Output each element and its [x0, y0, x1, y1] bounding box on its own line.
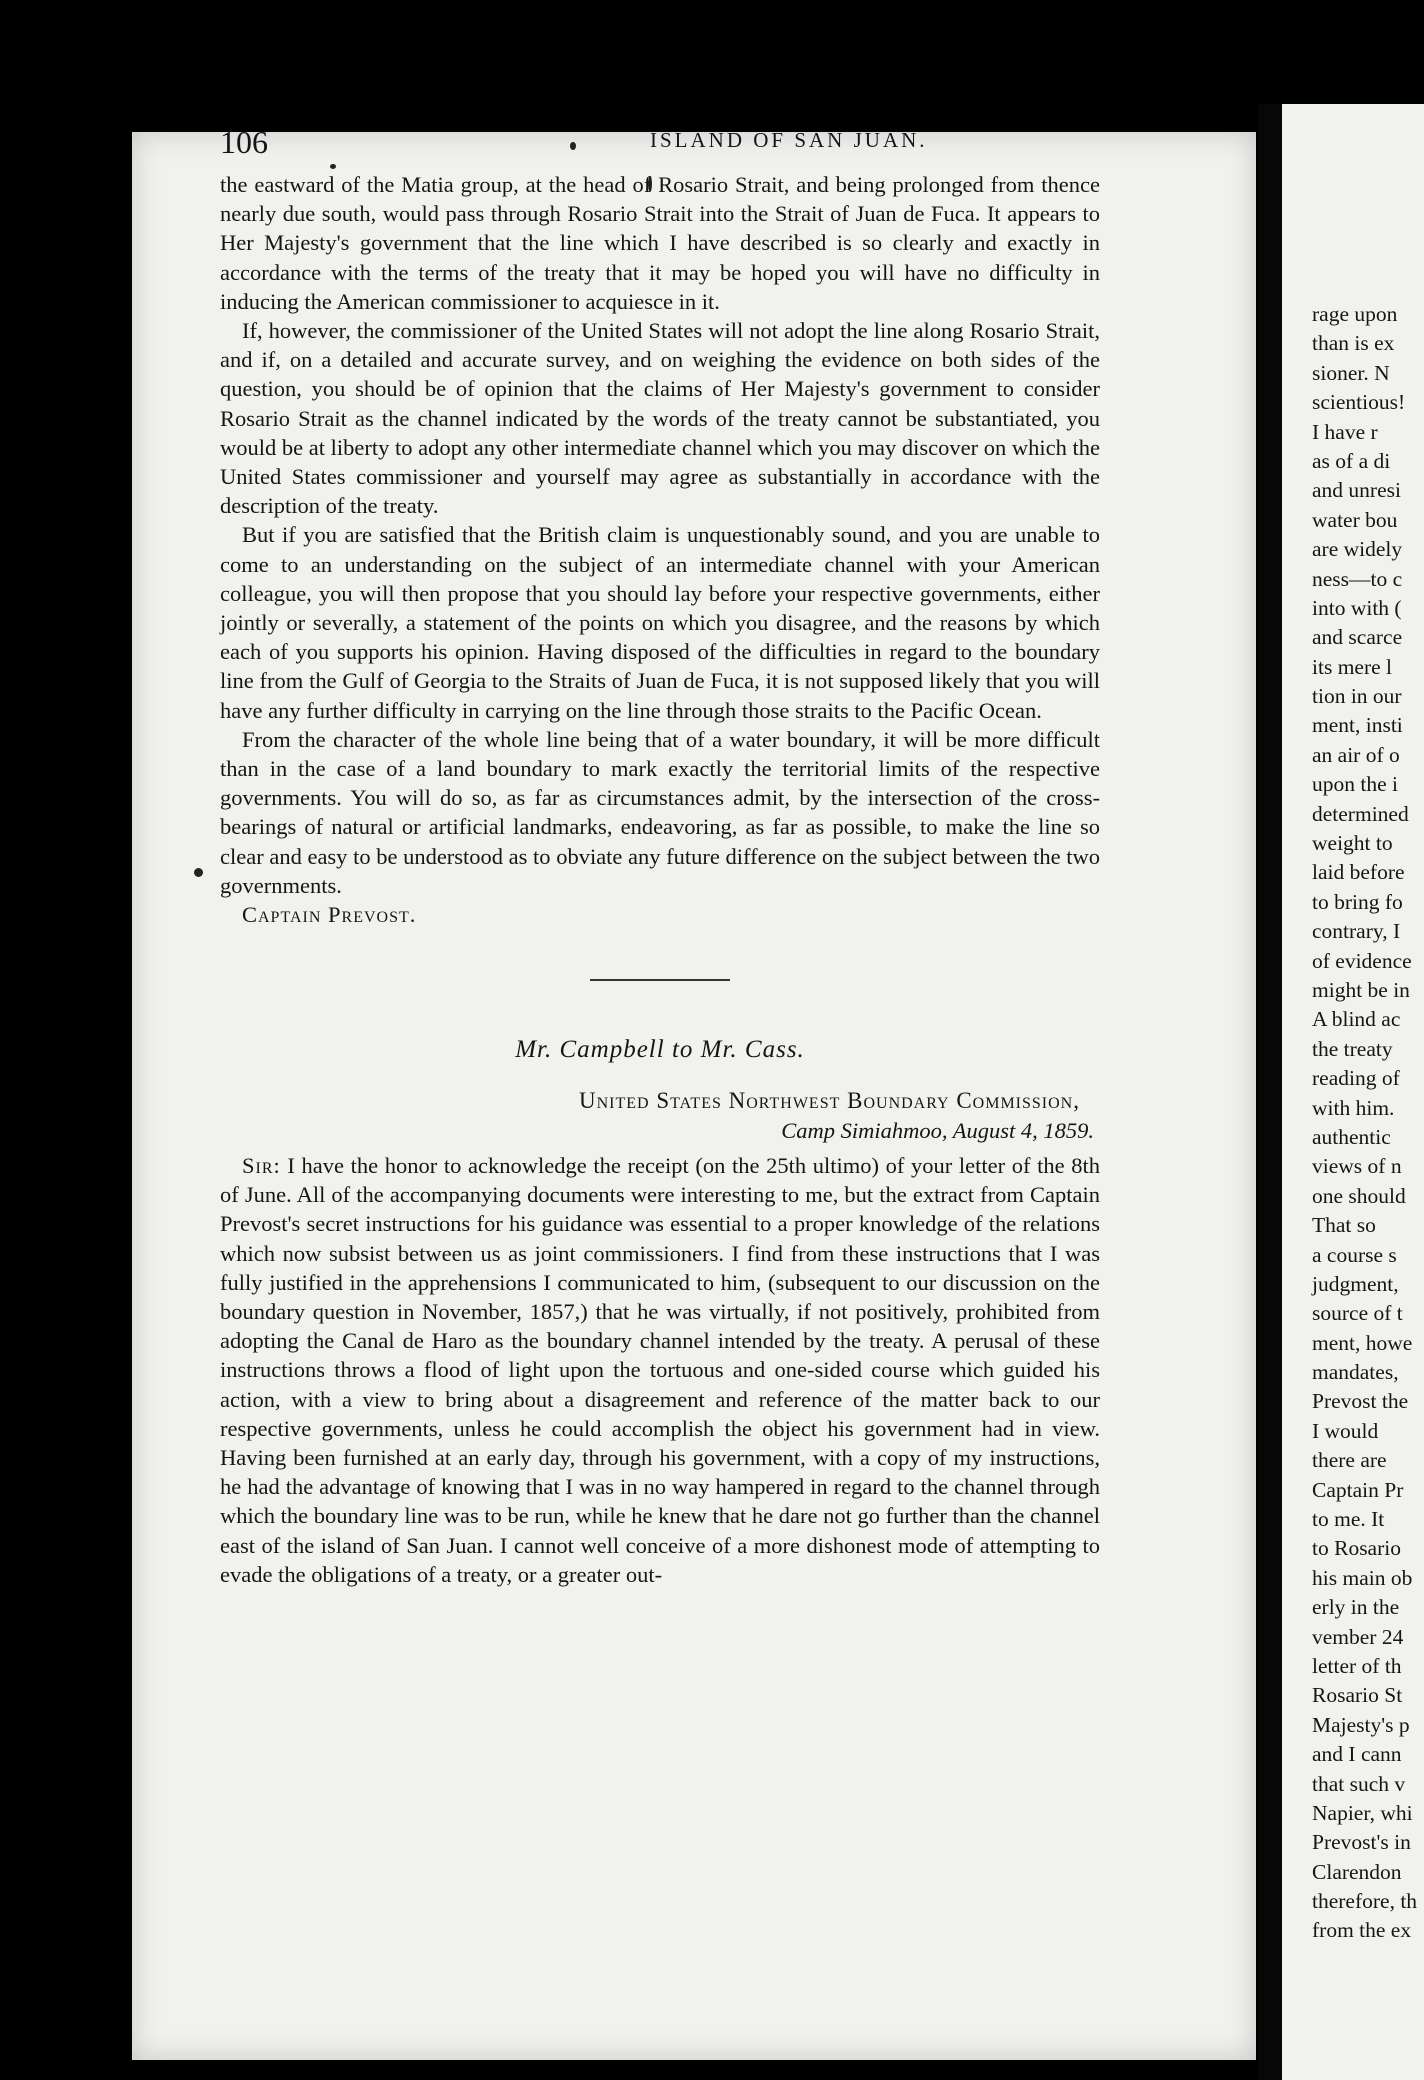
right-page-line: ness—to c: [1312, 566, 1403, 591]
right-page-line: rage upon: [1312, 302, 1398, 326]
right-page-line: erly in the: [1312, 1595, 1400, 1620]
right-page-line: as of a di: [1312, 448, 1391, 473]
right-page-line: weight to: [1312, 831, 1393, 856]
right-page-line: That so: [1312, 1213, 1376, 1238]
right-page-line: water bou: [1312, 507, 1398, 532]
right-page-line: tion in our: [1312, 684, 1402, 709]
right-page-line: to Rosario: [1312, 1536, 1401, 1561]
right-page-line: from the ex: [1312, 1918, 1412, 1943]
page-header: [220, 118, 1274, 168]
right-page-line: I have r: [1312, 419, 1378, 444]
right-page-line: letter of th: [1312, 1653, 1402, 1678]
right-page-line: authentic: [1312, 1124, 1391, 1149]
right-page-line: its mere l: [1312, 654, 1393, 679]
right-page-line: Napier, whi: [1312, 1800, 1413, 1825]
letter-body: [220, 1151, 1100, 1589]
right-page-line: there are: [1312, 1448, 1387, 1473]
right-page-line: Captain Pr: [1312, 1477, 1404, 1502]
body-paragraph: But if you are satisfied that the British claim is unquestionably sound, and you are unable to come to an understanding on the subject of an intermediate channel with your American colleague, you will then propose that you should lay before your respective governments, either jointly or severally, a statement of the points on which you disagree, and the reasons by which each of you supports his opinion. Having disposed of the difficulties in regard to the boundary line from the Gulf of Georgia to the Straits of Juan de Fuca, it is not supposed likely that you will have any further difficulty in carrying on the line through those straits to the Pacific Ocean.: [220, 522, 1100, 723]
dateline-place-date: Camp Simiahmoo, August 4, 1859.: [781, 1117, 1094, 1143]
right-page-line: views of n: [1312, 1154, 1402, 1179]
right-page-line: ment, insti: [1312, 713, 1403, 738]
right-page-line: Rosario St: [1312, 1683, 1403, 1708]
right-page-line: into with (: [1312, 595, 1402, 620]
page-body: [220, 170, 1100, 1589]
signoff: Captain Prevost.: [242, 902, 417, 928]
right-page-line: a course s: [1312, 1242, 1397, 1267]
right-page-line: therefore, th: [1312, 1889, 1418, 1914]
right-page-line: one should: [1312, 1183, 1406, 1208]
right-page-line: the treaty: [1312, 1036, 1393, 1061]
dateline-organization: United States Northwest Boundary Commission,: [579, 1088, 1080, 1114]
right-page-line: Majesty's p: [1312, 1712, 1410, 1737]
right-page-line: A blind ac: [1312, 1007, 1401, 1032]
right-page-line: judgment,: [1312, 1271, 1399, 1296]
right-page-line: his main ob: [1312, 1565, 1413, 1590]
right-page-line: that such v: [1312, 1771, 1406, 1796]
right-page-line: and scarce: [1312, 625, 1403, 650]
page-gutter: [1258, 104, 1282, 2080]
right-page-line: Prevost's in: [1312, 1830, 1411, 1855]
right-page-line: ment, howe: [1312, 1330, 1413, 1355]
right-page-line: laid before: [1312, 860, 1405, 885]
right-page-line: upon the i: [1312, 772, 1398, 797]
right-page-line: are widely: [1312, 537, 1403, 562]
body-paragraph: If, however, the commissioner of the United States will not adopt the line along Rosario Strait, and if, on a detailed and accurate survey, and on weighing the evidence on both sides of the question, you should be of opinion that the claims of Her Majesty's government to consider Rosario Strait as the channel indicated by the words of the treaty cannot be substantiated, you would be at liberty to adopt any other intermediate channel which you may discover on which the United States commissioner and yourself may agree as substantially in accordance with the description of the treaty.: [220, 318, 1100, 519]
right-page-line: reading of: [1312, 1066, 1400, 1091]
right-page-line: vember 24: [1312, 1624, 1404, 1649]
letter-title: Mr. Campbell to Mr. Cass.: [515, 1036, 805, 1064]
right-page-line: Clarendon: [1312, 1859, 1402, 1884]
right-page-line: and unresi: [1312, 478, 1401, 503]
right-page-line: to me. It: [1312, 1507, 1385, 1532]
right-page-line: of evidence: [1312, 948, 1412, 973]
page-number: 106: [220, 124, 268, 160]
right-page-line: than is ex: [1312, 331, 1395, 356]
right-page-line: mandates,: [1312, 1360, 1399, 1385]
letter-text: I have the honor to acknowledge the receipt (on the 25th ultimo) of your letter of the 8th of June. All of the accompanying documents were interesting to me, but the extract from Captain Prevost's secret instructions for his guidance was essential to a proper knowledge of the relations which now subsist between us as joint commissioners. I find from these instructions that I was fully justified in the apprehensions I communicated to him, (subsequent to our discussion on the boundary question in November, 1857,) that he was virtually, if not positively, prohibited from adopting the Canal de Haro as the boundary channel intended by the treaty. A perusal of these instructions throws a flood of light upon the tortuous and one-sided course which guided his action, with a view to bring about a disagreement and reference of the matter back to our respective governments, unless he could accomplish the object his government had in view. Having been furnished at an early day, through his government, with a copy of my instructions, he had the advantage of knowing that I was in no way hampered in regard to the channel through which the boundary line was to be run, while he knew that he dare not go further than the channel east of the island of San Juan. I cannot well conceive of a more dishonest mode of attempting to evade the obligations of a treaty, or a greater out-: [220, 1152, 1100, 1587]
right-page-line: source of t: [1312, 1301, 1403, 1326]
salutation: Sir:: [242, 1152, 281, 1178]
running-title: ISLAND OF SAN JUAN.: [650, 128, 928, 152]
right-page-line: Prevost the: [1312, 1389, 1409, 1414]
right-page-line: an air of o: [1312, 742, 1400, 767]
right-page-line: scientious!: [1312, 390, 1406, 415]
right-page-line: and I cann: [1312, 1742, 1402, 1767]
right-page-line: to bring fo: [1312, 889, 1403, 914]
body-paragraph: From the character of the whole line being that of a water boundary, it will be more difficult than in the case of a land boundary to mark exactly the territorial limits of the respective governments. You will do so, as far as circumstances admit, by the intersection of the cross-bearings of natural or artificial landmarks, endeavoring, as far as possible, to make the line so clear and easy to be understood as to obviate any future difference on the subject between the two governments.: [220, 726, 1100, 898]
right-page-line: determined: [1312, 801, 1409, 826]
right-page-line: I would: [1312, 1418, 1379, 1443]
scan-speck: [194, 868, 203, 877]
right-page-line: sioner. N: [1312, 360, 1390, 385]
body-paragraph: the eastward of the Matia group, at the head of Rosario Strait, and being prolonged from thence nearly due south, would pass through Rosario Strait into the Strait of Juan de Fuca. It appears to Her Majesty's government that the line which I have described is so clearly and exactly in accordance with the terms of the treaty that it may be hoped you will have no difficulty in inducing the American commissioner to acquiesce in it.: [220, 172, 1100, 314]
right-page-text: [1312, 300, 1424, 1946]
right-page-line: with him.: [1312, 1095, 1395, 1120]
right-page-line: might be in: [1312, 977, 1410, 1002]
right-page-line: contrary, I: [1312, 919, 1401, 944]
section-divider: [590, 979, 730, 981]
